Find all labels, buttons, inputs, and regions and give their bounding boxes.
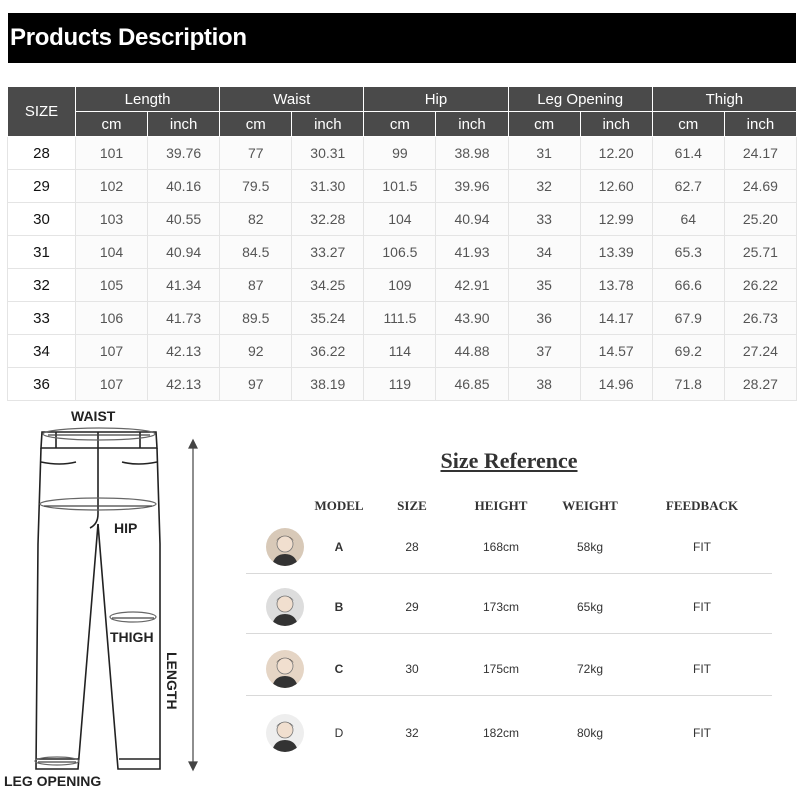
unit-cm-header: cm xyxy=(220,112,292,137)
table-row xyxy=(8,269,797,302)
size-cell: 30 xyxy=(405,662,419,676)
measurement-cell: 36 xyxy=(508,302,580,335)
measurement-cell: 65.3 xyxy=(652,236,724,269)
measurement-cell: 13.39 xyxy=(580,236,652,269)
avatar xyxy=(266,650,304,688)
leg-opening-label: LEG OPENING xyxy=(4,773,102,789)
unit-cm-header: cm xyxy=(652,112,724,137)
measurement-cell: 89.5 xyxy=(220,302,292,335)
list-item xyxy=(246,702,772,764)
size-column-header: SIZE xyxy=(8,87,76,137)
measurement-cell: 12.60 xyxy=(580,170,652,203)
size-reference-panel xyxy=(246,430,772,770)
feedback-cell: FIT xyxy=(693,726,711,740)
measurement-cell: 39.96 xyxy=(436,170,508,203)
measurement-cell: 119 xyxy=(364,368,436,401)
size-header: SIZE xyxy=(397,498,427,513)
unit-inch-header: inch xyxy=(292,112,364,137)
feedback-header: FEEDBACK xyxy=(665,498,739,513)
measurement-cell: 66.6 xyxy=(652,269,724,302)
size-cell: 32 xyxy=(8,269,76,302)
measurement-cell: 24.17 xyxy=(724,137,796,170)
model-cell: B xyxy=(334,600,344,614)
size-cell: 29 xyxy=(8,170,76,203)
height-cell: 175cm xyxy=(482,662,520,676)
measurement-cell: 24.69 xyxy=(724,170,796,203)
measurement-cell: 37 xyxy=(508,335,580,368)
measurement-cell: 71.8 xyxy=(652,368,724,401)
unit-cm-header: cm xyxy=(508,112,580,137)
table-row xyxy=(8,335,797,368)
table-row xyxy=(8,236,797,269)
measurement-cell: 42.13 xyxy=(148,335,220,368)
size-cell: 32 xyxy=(405,726,419,740)
feedback-cell: FIT xyxy=(693,662,711,676)
list-item xyxy=(246,516,772,578)
thigh-label: THIGH xyxy=(110,629,154,645)
measurement-cell: 107 xyxy=(76,335,148,368)
unit-inch-header: inch xyxy=(148,112,220,137)
measurement-cell: 33 xyxy=(508,203,580,236)
model-header: MODEL xyxy=(314,498,364,513)
measurement-cell: 107 xyxy=(76,368,148,401)
measurement-cell: 13.78 xyxy=(580,269,652,302)
measurement-cell: 12.99 xyxy=(580,203,652,236)
height-cell: 173cm xyxy=(482,600,520,614)
table-row xyxy=(8,302,797,335)
measurement-cell: 25.20 xyxy=(724,203,796,236)
measurement-cell: 41.34 xyxy=(148,269,220,302)
measurement-cell: 31 xyxy=(508,137,580,170)
measurement-cell: 40.55 xyxy=(148,203,220,236)
measurement-cell: 14.57 xyxy=(580,335,652,368)
measurement-cell: 87 xyxy=(220,269,292,302)
size-cell: 31 xyxy=(8,236,76,269)
measurement-cell: 106.5 xyxy=(364,236,436,269)
length-label: LENGTH xyxy=(164,652,180,710)
height-cell: 182cm xyxy=(482,726,520,740)
row-divider xyxy=(246,695,772,696)
measurement-cell: 101 xyxy=(76,137,148,170)
measurement-cell: 104 xyxy=(364,203,436,236)
pants-outline-icon xyxy=(0,404,240,800)
measurement-cell: 40.94 xyxy=(148,236,220,269)
measurement-cell: 42.13 xyxy=(148,368,220,401)
measurement-cell: 26.73 xyxy=(724,302,796,335)
feedback-cell: FIT xyxy=(693,600,711,614)
measurement-cell: 14.96 xyxy=(580,368,652,401)
measurement-cell: 32 xyxy=(508,170,580,203)
weight-cell: 80kg xyxy=(576,726,604,740)
measurement-cell: 43.90 xyxy=(436,302,508,335)
measurement-cell: 40.16 xyxy=(148,170,220,203)
measurement-cell: 84.5 xyxy=(220,236,292,269)
measurement-cell: 40.94 xyxy=(436,203,508,236)
measurement-cell: 44.88 xyxy=(436,335,508,368)
weight-cell: 65kg xyxy=(576,600,604,614)
measurement-cell: 28.27 xyxy=(724,368,796,401)
measurement-cell: 102 xyxy=(76,170,148,203)
feedback-cell: FIT xyxy=(693,540,711,554)
measurement-cell: 38.19 xyxy=(292,368,364,401)
unit-cm-header: cm xyxy=(76,112,148,137)
measurement-cell: 38.98 xyxy=(436,137,508,170)
measurement-cell: 31.30 xyxy=(292,170,364,203)
measurement-cell: 38 xyxy=(508,368,580,401)
list-item xyxy=(246,576,772,638)
measurement-cell: 97 xyxy=(220,368,292,401)
hip-label: HIP xyxy=(114,520,138,536)
measurement-cell: 82 xyxy=(220,203,292,236)
measurement-cell: 105 xyxy=(76,269,148,302)
table-row xyxy=(8,203,797,236)
length-header: Length xyxy=(76,87,220,112)
measurement-cell: 26.22 xyxy=(724,269,796,302)
measurement-cell: 39.76 xyxy=(148,137,220,170)
measurement-cell: 35.24 xyxy=(292,302,364,335)
row-divider xyxy=(246,573,772,574)
height-cell: 168cm xyxy=(482,540,520,554)
model-cell: D xyxy=(334,726,344,740)
hip-header: Hip xyxy=(364,87,508,112)
measurement-cell: 34 xyxy=(508,236,580,269)
measurement-cell: 41.73 xyxy=(148,302,220,335)
unit-inch-header: inch xyxy=(580,112,652,137)
waist-header: Waist xyxy=(220,87,364,112)
measurement-cell: 27.24 xyxy=(724,335,796,368)
table-row xyxy=(8,368,797,401)
size-cell: 34 xyxy=(8,335,76,368)
measurement-cell: 106 xyxy=(76,302,148,335)
weight-header: WEIGHT xyxy=(562,498,618,513)
weight-cell: 72kg xyxy=(576,662,604,676)
measurement-cell: 67.9 xyxy=(652,302,724,335)
size-chart-table xyxy=(7,86,797,401)
size-cell: 33 xyxy=(8,302,76,335)
measurement-cell: 101.5 xyxy=(364,170,436,203)
avatar xyxy=(266,528,304,566)
measurement-cell: 103 xyxy=(76,203,148,236)
pants-measurement-diagram xyxy=(0,404,240,800)
measurement-cell: 114 xyxy=(364,335,436,368)
measurement-cell: 64 xyxy=(652,203,724,236)
size-cell: 29 xyxy=(405,600,419,614)
unit-inch-header: inch xyxy=(436,112,508,137)
size-cell: 28 xyxy=(8,137,76,170)
measurement-cell: 25.71 xyxy=(724,236,796,269)
avatar xyxy=(266,714,304,752)
avatar xyxy=(266,588,304,626)
measurement-cell: 62.7 xyxy=(652,170,724,203)
measurement-cell: 61.4 xyxy=(652,137,724,170)
measurement-cell: 33.27 xyxy=(292,236,364,269)
measurement-cell: 35 xyxy=(508,269,580,302)
thigh-header: Thigh xyxy=(652,87,796,112)
measurement-cell: 111.5 xyxy=(364,302,436,335)
table-row xyxy=(8,170,797,203)
size-cell: 36 xyxy=(8,368,76,401)
height-header: HEIGHT xyxy=(474,498,528,513)
list-item xyxy=(246,638,772,700)
model-cell: C xyxy=(334,662,344,676)
measurement-cell: 104 xyxy=(76,236,148,269)
measurement-cell: 99 xyxy=(364,137,436,170)
size-cell: 30 xyxy=(8,203,76,236)
measurement-cell: 12.20 xyxy=(580,137,652,170)
measurement-cell: 14.17 xyxy=(580,302,652,335)
waist-label: WAIST xyxy=(71,408,116,424)
model-cell: A xyxy=(334,540,344,554)
measurement-cell: 79.5 xyxy=(220,170,292,203)
measurement-cell: 42.91 xyxy=(436,269,508,302)
measurement-cell: 69.2 xyxy=(652,335,724,368)
unit-cm-header: cm xyxy=(364,112,436,137)
measurement-cell: 109 xyxy=(364,269,436,302)
size-cell: 28 xyxy=(405,540,419,554)
leg-opening-header: Leg Opening xyxy=(508,87,652,112)
table-row xyxy=(8,137,797,170)
row-divider xyxy=(246,633,772,634)
measurement-cell: 77 xyxy=(220,137,292,170)
measurement-cell: 92 xyxy=(220,335,292,368)
size-reference-title: Size Reference xyxy=(440,448,578,473)
unit-inch-header: inch xyxy=(724,112,796,137)
measurement-cell: 36.22 xyxy=(292,335,364,368)
measurement-cell: 32.28 xyxy=(292,203,364,236)
measurement-cell: 34.25 xyxy=(292,269,364,302)
measurement-cell: 30.31 xyxy=(292,137,364,170)
weight-cell: 58kg xyxy=(576,540,604,554)
measurement-cell: 46.85 xyxy=(436,368,508,401)
page-title: Products Description xyxy=(8,13,796,63)
measurement-cell: 41.93 xyxy=(436,236,508,269)
